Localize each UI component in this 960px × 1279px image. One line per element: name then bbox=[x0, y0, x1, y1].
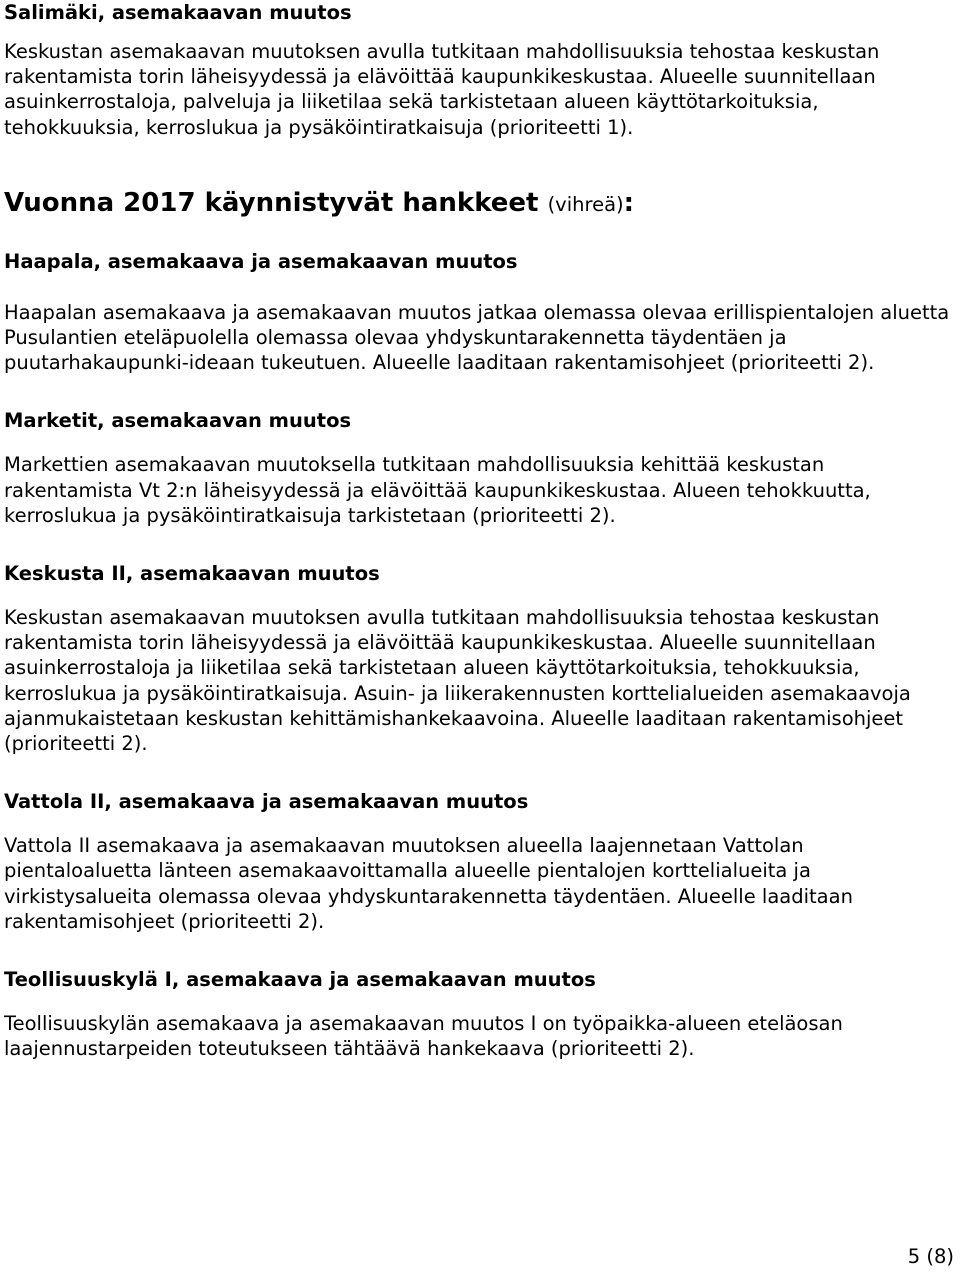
project-section bbox=[4, 408, 956, 528]
section-title: Marketit, asemakaavan muutos bbox=[4, 409, 352, 433]
heading-colon: : bbox=[623, 187, 635, 218]
section-title: Keskusta II, asemakaavan muutos bbox=[4, 562, 380, 586]
project-section bbox=[4, 561, 956, 756]
page-number: 5 (8) bbox=[907, 1245, 954, 1268]
section-paragraph: Keskustan asemakaavan muutoksen avulla tutkitaan mahdollisuuksia tehostaa keskustan rakentamista torin läheisyydessä ja elävöittää kaupunkikeskustaa. Alueelle suunnitellaan asuinkerrostaloja ja liiketilaa sekä tarkistetaan alueen käyttötarkoituksia, tehokkuuksia, kerroslukua ja pysäköintiratkaisuja. Asuin- ja liikerakennusten korttelialueiden asemakaavoja ajanmukaistetaan keskustan kehittämishankekaavoina. Alueelle laaditaan rakentamisohjeet (prioriteetti 2). bbox=[4, 606, 911, 756]
project-section bbox=[4, 249, 956, 376]
project-section bbox=[4, 789, 956, 934]
project-section bbox=[4, 967, 956, 1061]
section-title: Salimäki, asemakaavan muutos bbox=[4, 1, 352, 24]
year-heading-text: Vuonna 2017 käynnistyvät hankkeet bbox=[4, 187, 539, 218]
section-paragraph: Vattola II asemakaava ja asemakaavan muutoksen alueella laajennetaan Vattolan pientaloaluetta länteen asemakaavoittamalla alueelle pientalojen korttelialueita ja virkistysalueita olemassa olevaa yhdyskuntarakennetta täydentäen. Alueelle laaditaan rakentamisohjeet (prioriteetti 2). bbox=[4, 834, 853, 933]
section-title: Teollisuuskylä I, asemakaava ja asemakaavan muutos bbox=[4, 968, 596, 992]
color-note: (vihreä) bbox=[547, 192, 624, 216]
intro-section bbox=[4, 0, 956, 140]
section-paragraph: Keskustan asemakaavan muutoksen avulla tutkitaan mahdollisuuksia tehostaa keskustan rakentamista torin läheisyydessä ja elävöittää kaupunkikeskustaa. Alueelle suunnitellaan asuinkerrostaloja, palveluja ja liiketilaa sekä tarkistetaan alueen käyttötarkoituksia, tehokkuuksia, kerroslukua ja pysäköintiratkaisuja (prioriteetti 1). bbox=[4, 40, 880, 139]
section-title: Haapala, asemakaava ja asemakaavan muutos bbox=[4, 249, 518, 273]
section-paragraph: Teollisuuskylän asemakaava ja asemakaavan muutos I on työpaikka-alueen eteläosan laajennustarpeiden toteutukseen tähtäävä hankekaava (prioriteetti 2). bbox=[4, 1012, 843, 1061]
section-paragraph: Haapalan asemakaava ja asemakaavan muutos jatkaa olemassa olevaa erillispientalojen aluetta Pusulantien eteläpuolella olemassa olevaa yhdyskuntarakennetta täydentäen ja puutarhakaupunki-ideaan tukeutuen. Alueelle laaditaan rakentamisohjeet (prioriteetti 2). bbox=[4, 300, 950, 375]
section-title: Vattola II, asemakaava ja asemakaavan muutos bbox=[4, 790, 529, 814]
section-paragraph: Markettien asemakaavan muutoksella tutkitaan mahdollisuuksia kehittää keskustan rakentamista Vt 2:n läheisyydessä ja elävöittää kaupunkikeskustaa. Alueen tehokkuutta, kerroslukua ja pysäköintiratkaisuja tarkistetaan (prioriteetti 2). bbox=[4, 453, 871, 527]
year-heading bbox=[4, 187, 956, 221]
document-page bbox=[4, 0, 956, 1061]
